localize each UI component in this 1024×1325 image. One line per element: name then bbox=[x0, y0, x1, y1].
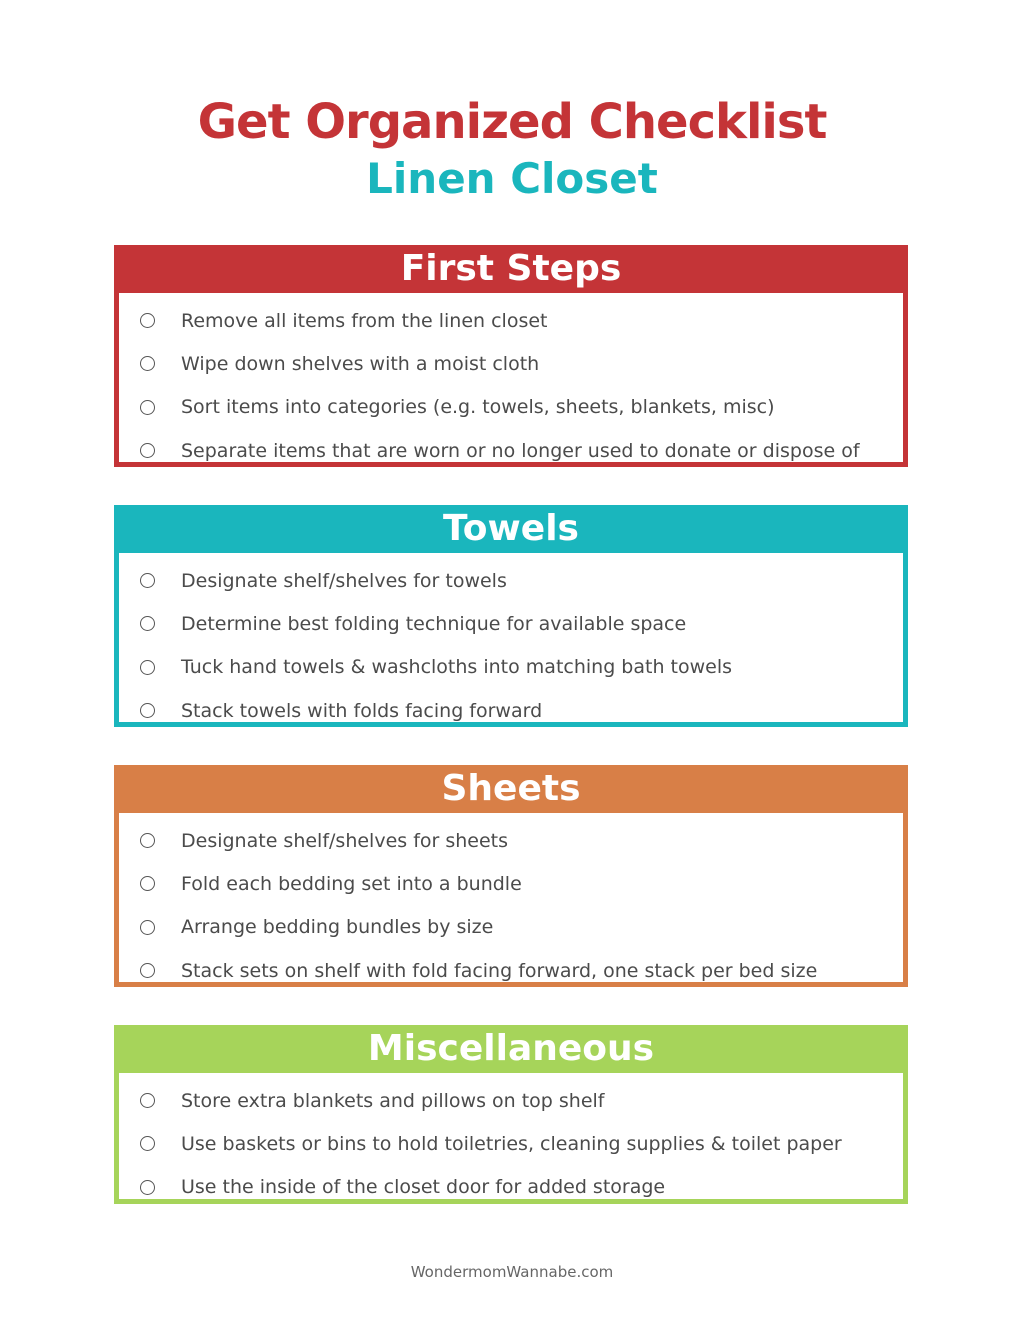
checkbox-circle-icon[interactable] bbox=[140, 660, 155, 675]
checklist-item-label: Stack sets on shelf with fold facing forward, one stack per bed size bbox=[181, 959, 818, 982]
checklist-item-label: Separate items that are worn or no longer used to donate or dispose of bbox=[181, 439, 860, 462]
checklist-item[interactable] bbox=[119, 1122, 903, 1165]
section-title: Sheets bbox=[114, 765, 908, 813]
checklist-item[interactable] bbox=[119, 906, 903, 949]
checklist-item[interactable] bbox=[119, 386, 903, 429]
section-title: First Steps bbox=[114, 245, 908, 293]
checkbox-circle-icon[interactable] bbox=[140, 573, 155, 588]
checklist-item-label: Use the inside of the closet door for added storage bbox=[181, 1176, 666, 1199]
checklist bbox=[119, 553, 903, 732]
checklist-item-label: Use baskets or bins to hold toiletries, cleaning supplies & toilet paper bbox=[181, 1132, 842, 1155]
checklist-item[interactable] bbox=[119, 646, 903, 689]
section-first-steps bbox=[114, 245, 908, 467]
checklist-item[interactable] bbox=[119, 602, 903, 645]
checklist-item[interactable] bbox=[119, 819, 903, 862]
checklist-item-label: Stack towels with folds facing forward bbox=[181, 699, 543, 722]
checklist-item-label: Fold each bedding set into a bundle bbox=[181, 872, 522, 895]
checklist-item[interactable] bbox=[119, 342, 903, 385]
checkbox-circle-icon[interactable] bbox=[140, 963, 155, 978]
checklist-item[interactable] bbox=[119, 299, 903, 342]
checkbox-circle-icon[interactable] bbox=[140, 616, 155, 631]
checklist-item-label: Determine best folding technique for available space bbox=[181, 612, 687, 635]
checklist-item-label: Remove all items from the linen closet bbox=[181, 309, 548, 332]
checkbox-circle-icon[interactable] bbox=[140, 1180, 155, 1195]
checklist bbox=[119, 293, 903, 472]
checkbox-circle-icon[interactable] bbox=[140, 1093, 155, 1108]
checkbox-circle-icon[interactable] bbox=[140, 703, 155, 718]
checklist-item-label: Arrange bedding bundles by size bbox=[181, 916, 494, 939]
page-subtitle: Linen Closet bbox=[366, 154, 658, 203]
checkbox-circle-icon[interactable] bbox=[140, 400, 155, 415]
checklist-item-label: Store extra blankets and pillows on top shelf bbox=[181, 1089, 605, 1112]
checklist-item-label: Sort items into categories (e.g. towels, sheets, blankets, misc) bbox=[181, 396, 775, 419]
checklist-item-label: Wipe down shelves with a moist cloth bbox=[181, 352, 540, 375]
checklist-item[interactable] bbox=[119, 1079, 903, 1122]
section-title: Miscellaneous bbox=[114, 1025, 908, 1073]
checklist-item[interactable] bbox=[119, 1166, 903, 1209]
checkbox-circle-icon[interactable] bbox=[140, 356, 155, 371]
checklist-item[interactable] bbox=[119, 689, 903, 732]
checkbox-circle-icon[interactable] bbox=[140, 920, 155, 935]
checklist-item-label: Designate shelf/shelves for towels bbox=[181, 569, 507, 592]
checklist-item[interactable] bbox=[119, 949, 903, 992]
checklist-item[interactable] bbox=[119, 862, 903, 905]
checklist-item[interactable] bbox=[119, 429, 903, 472]
section-title: Towels bbox=[114, 505, 908, 553]
page-title: Get Organized Checklist bbox=[197, 94, 827, 150]
section-sheets bbox=[114, 765, 908, 987]
section-towels bbox=[114, 505, 908, 727]
checkbox-circle-icon[interactable] bbox=[140, 833, 155, 848]
checklist bbox=[119, 813, 903, 992]
checklist-item-label: Tuck hand towels & washcloths into matching bath towels bbox=[181, 656, 733, 679]
checklist bbox=[119, 1073, 903, 1209]
checkbox-circle-icon[interactable] bbox=[140, 876, 155, 891]
footer-website: WondermomWannabe.com bbox=[410, 1263, 614, 1281]
checklist-item[interactable] bbox=[119, 559, 903, 602]
checklist-item-label: Designate shelf/shelves for sheets bbox=[181, 829, 509, 852]
checkbox-circle-icon[interactable] bbox=[140, 1136, 155, 1151]
section-miscellaneous bbox=[114, 1025, 908, 1204]
checkbox-circle-icon[interactable] bbox=[140, 313, 155, 328]
checkbox-circle-icon[interactable] bbox=[140, 443, 155, 458]
